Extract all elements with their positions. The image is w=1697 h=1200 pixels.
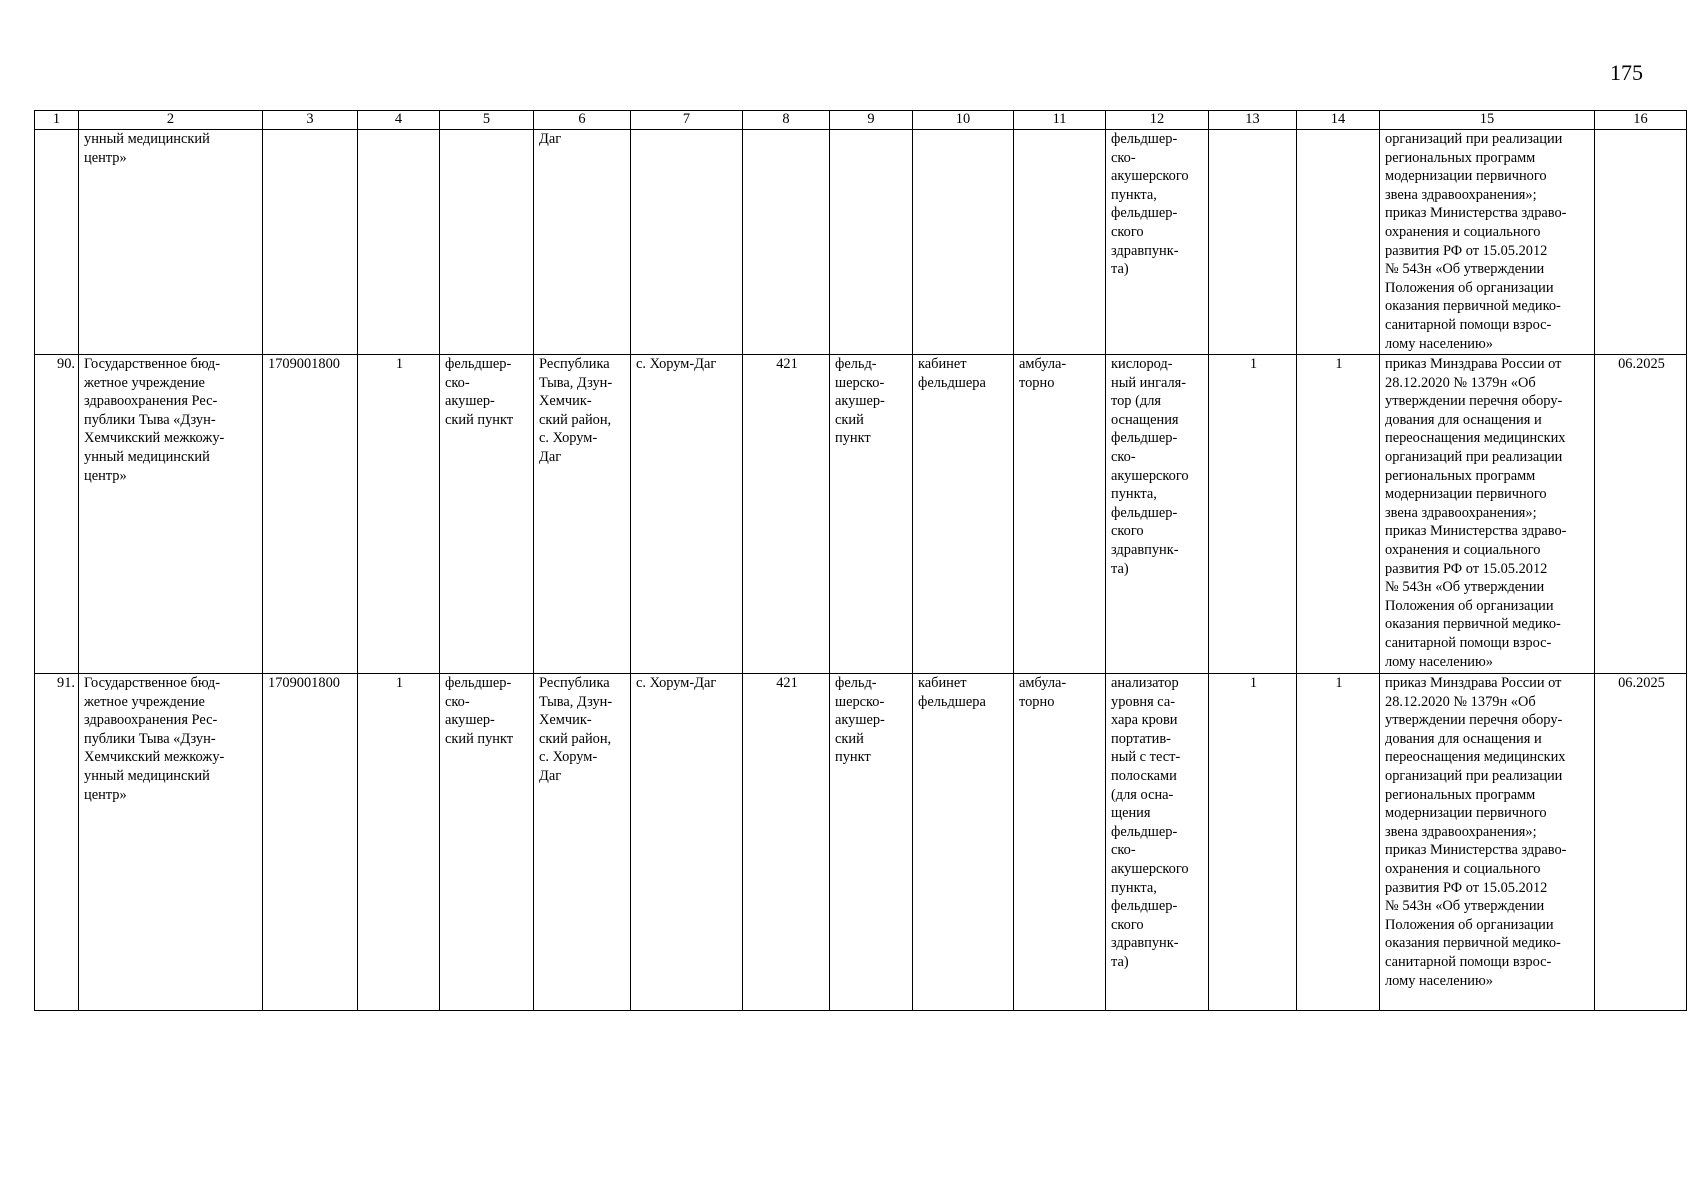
cell-subdivision — [830, 130, 913, 355]
cell-count: 1 — [358, 355, 440, 674]
cell-address: Даг — [534, 130, 631, 355]
cell-date — [1595, 130, 1687, 355]
column-header-2: 2 — [79, 111, 263, 130]
cell-room — [913, 130, 1014, 355]
cell-count: 1 — [358, 674, 440, 1011]
cell-code — [263, 130, 358, 355]
column-header-8: 8 — [743, 111, 830, 130]
cell-care-mode: амбула- торно — [1014, 674, 1106, 1011]
cell-date: 06.2025 — [1595, 674, 1687, 1011]
column-header-1: 1 — [35, 111, 79, 130]
cell-quantity-planned — [1297, 130, 1380, 355]
cell-address: Республика Тыва, Дзун- Хемчик- ский район, с. Хорум- Даг — [534, 674, 631, 1011]
cell-population: 421 — [743, 355, 830, 674]
equipment-table — [34, 110, 1687, 1011]
page-number: 175 — [1610, 60, 1643, 85]
cell-organization: Государственное бюд- жетное учреждение здравоохранения Рес- публики Тыва «Дзун- Хемчикский межкожу- унный медицинский центр» — [79, 355, 263, 674]
cell-quantity-required: 1 — [1209, 674, 1297, 1011]
cell-locality — [631, 130, 743, 355]
cell-quantity-planned: 1 — [1297, 355, 1380, 674]
column-header-7: 7 — [631, 111, 743, 130]
column-header-6: 6 — [534, 111, 631, 130]
cell-row-number: 90. — [35, 355, 79, 674]
cell-regulation: организаций при реализации региональных программ модернизации первичного звена здравоохранения»; приказ Министерства здраво- охранения и социального развития РФ от 15.05.2012 № 543н «Об утверждении Положения об организации оказания первичной медико- санитарной помощи взрос- лому населению» — [1380, 130, 1595, 355]
cell-date: 06.2025 — [1595, 355, 1687, 674]
cell-count — [358, 130, 440, 355]
column-number-header-row — [35, 111, 1687, 130]
cell-quantity-planned: 1 — [1297, 674, 1380, 1011]
cell-room: кабинет фельдшера — [913, 674, 1014, 1011]
cell-organization: унный медицинский центр» — [79, 130, 263, 355]
column-header-9: 9 — [830, 111, 913, 130]
cell-quantity-required — [1209, 130, 1297, 355]
table-row — [35, 674, 1687, 1011]
column-header-5: 5 — [440, 111, 534, 130]
column-header-16: 16 — [1595, 111, 1687, 130]
cell-subdivision: фельд- шерско- акушер- ский пункт — [830, 674, 913, 1011]
cell-regulation: приказ Минздрава России от 28.12.2020 № 1379н «Об утверждении перечня обору- дования для оснащения и переоснащения медицинских организаций при реализации региональных программ модернизации первичного звена здравоохранения»; приказ Министерства здраво- охранения и социального развития РФ от 15.05.2012 № 543н «Об утверждении Положения об организации оказания первичной медико- санитарной помощи взрос- лому населению» — [1380, 674, 1595, 1011]
table-row-continuation — [35, 130, 1687, 355]
cell-row-number: 91. — [35, 674, 79, 1011]
cell-unit-type — [440, 130, 534, 355]
cell-care-mode: амбула- торно — [1014, 355, 1106, 674]
cell-room: кабинет фельдшера — [913, 355, 1014, 674]
column-header-4: 4 — [358, 111, 440, 130]
column-header-11: 11 — [1014, 111, 1106, 130]
cell-quantity-required: 1 — [1209, 355, 1297, 674]
cell-unit-type: фельдшер- ско- акушер- ский пункт — [440, 674, 534, 1011]
cell-population — [743, 130, 830, 355]
cell-care-mode — [1014, 130, 1106, 355]
table-row — [35, 355, 1687, 674]
column-header-12: 12 — [1106, 111, 1209, 130]
cell-locality: с. Хорум-Даг — [631, 674, 743, 1011]
cell-equipment: кислород- ный ингаля- тор (для оснащения фельдшер- ско- акушерского пункта, фельдшер- ского здравпунк- та) — [1106, 355, 1209, 674]
column-header-15: 15 — [1380, 111, 1595, 130]
column-header-10: 10 — [913, 111, 1014, 130]
cell-code: 1709001800 — [263, 674, 358, 1011]
cell-code: 1709001800 — [263, 355, 358, 674]
cell-equipment: анализатор уровня са- хара крови портатив- ный с тест- полосками (для осна- щения фельдшер- ско- акушерского пункта, фельдшер- ского здравпунк- та) — [1106, 674, 1209, 1011]
cell-equipment: фельдшер- ско- акушерского пункта, фельдшер- ского здравпунк- та) — [1106, 130, 1209, 355]
cell-unit-type: фельдшер- ско- акушер- ский пункт — [440, 355, 534, 674]
cell-organization: Государственное бюд- жетное учреждение здравоохранения Рес- публики Тыва «Дзун- Хемчикский межкожу- унный медицинский центр» — [79, 674, 263, 1011]
column-header-13: 13 — [1209, 111, 1297, 130]
cell-address: Республика Тыва, Дзун- Хемчик- ский район, с. Хорум- Даг — [534, 355, 631, 674]
column-header-3: 3 — [263, 111, 358, 130]
cell-population: 421 — [743, 674, 830, 1011]
cell-locality: с. Хорум-Даг — [631, 355, 743, 674]
cell-row-number — [35, 130, 79, 355]
cell-subdivision: фельд- шерско- акушер- ский пункт — [830, 355, 913, 674]
cell-regulation: приказ Минздрава России от 28.12.2020 № 1379н «Об утверждении перечня обору- дования для оснащения и переоснащения медицинских организаций при реализации региональных программ модернизации первичного звена здравоохранения»; приказ Министерства здраво- охранения и социального развития РФ от 15.05.2012 № 543н «Об утверждении Положения об организации оказания первичной медико- санитарной помощи взрос- лому населению» — [1380, 355, 1595, 674]
column-header-14: 14 — [1297, 111, 1380, 130]
